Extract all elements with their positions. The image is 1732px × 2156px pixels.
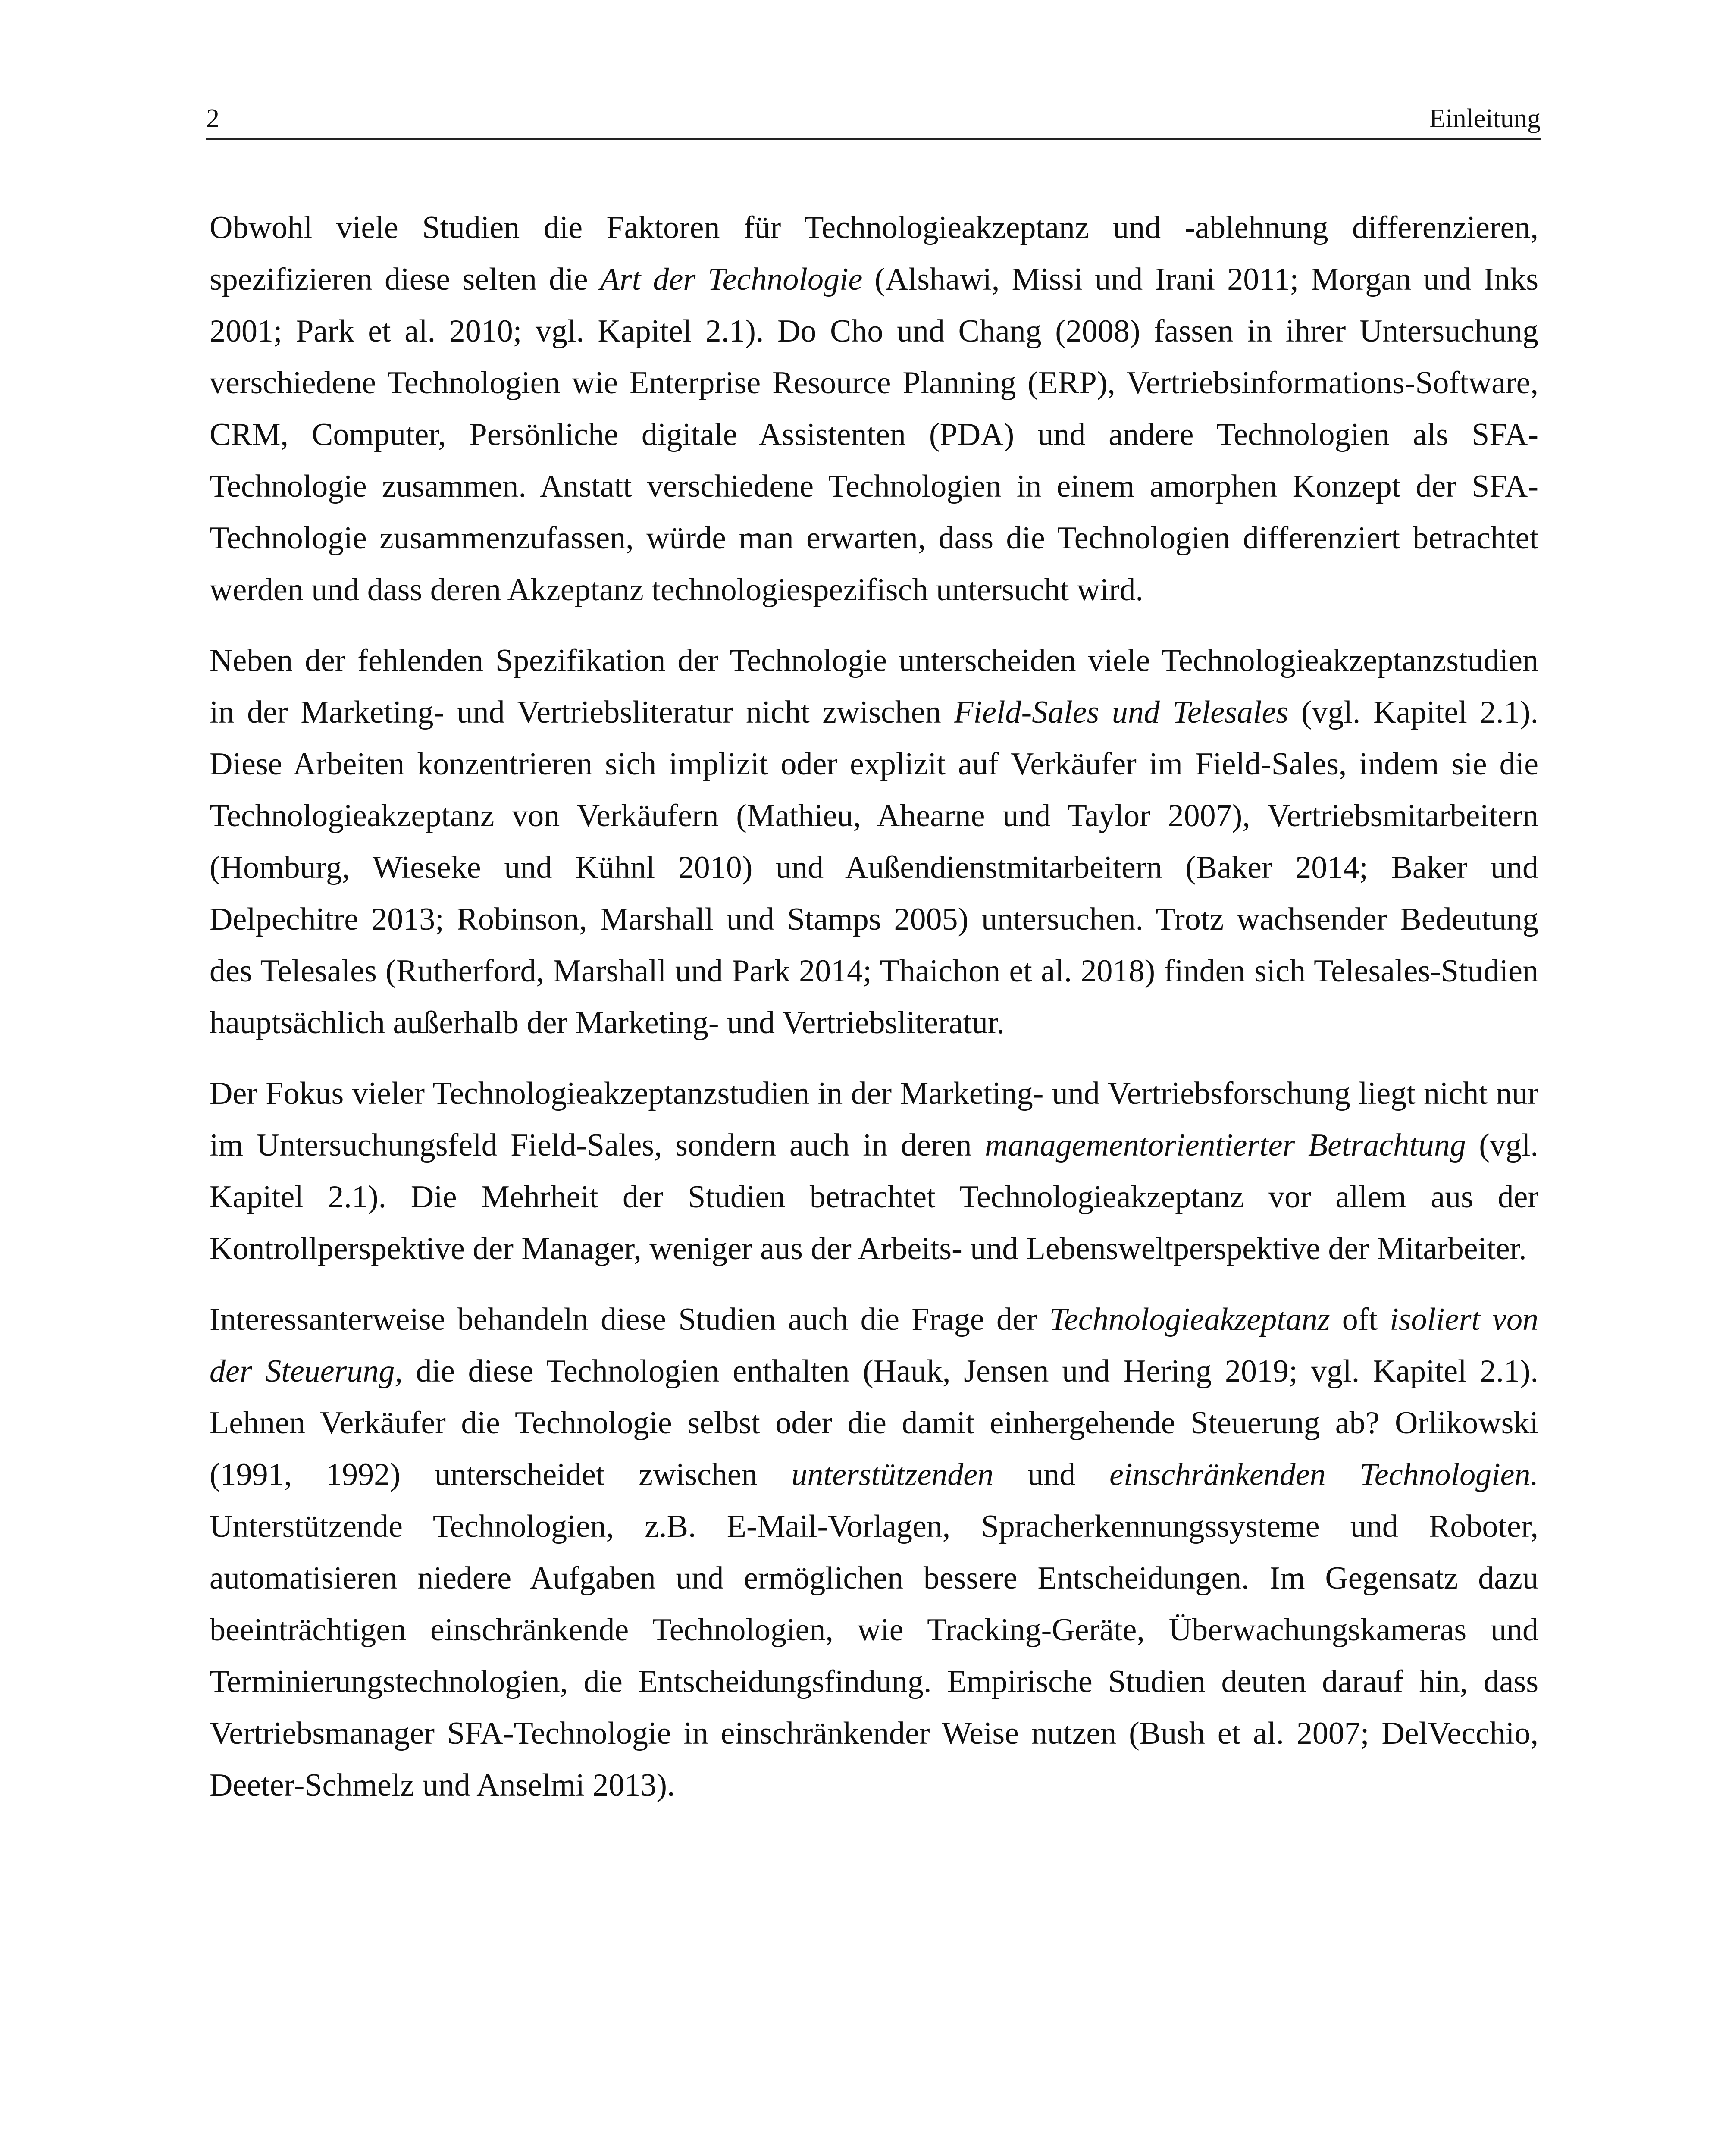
- italic-text: unterstützenden: [791, 1457, 994, 1492]
- page-header: [206, 98, 1541, 140]
- italic-text: Field-Sales und Telesales: [954, 695, 1289, 730]
- body-text: [210, 202, 1538, 1830]
- paragraph: [210, 1068, 1538, 1275]
- page-number: 2: [206, 104, 219, 133]
- text-run: und: [993, 1457, 1110, 1492]
- paragraph: [210, 635, 1538, 1049]
- text-run: Neben der fehlenden Spezifikation der Technologie unterscheiden viele Technologieakzeptanzstudien in der Marketing- und Vertriebsliteratur nicht zwischen: [210, 643, 1538, 730]
- italic-text: einschränkenden Technologien.: [1109, 1457, 1538, 1492]
- text-run: oft: [1330, 1302, 1390, 1337]
- italic-text: managementorientierter Betrachtung: [985, 1128, 1466, 1163]
- text-run: Interessanterweise behandeln diese Studien auch die Frage der: [210, 1302, 1049, 1337]
- text-run: Obwohl viele Studien die Faktoren für Technologieakzeptanz und -ablehnung differenzieren, spezifizieren diese selten die: [210, 210, 1538, 297]
- italic-text: Art der Technologie: [600, 262, 863, 297]
- paragraph: [210, 202, 1538, 616]
- running-title: Einleitung: [1429, 104, 1541, 133]
- text-run: (Alshawi, Missi und Irani 2011; Morgan und Inks 2001; Park et al. 2010; vgl. Kapitel 2.1). Do Cho und Chang (2008) fassen in ihrer Untersuchung verschiedene Technologien wie Enterprise Resource Planning (ERP), Vertriebsinformations-Software, CRM, Computer, Persönliche digitale Assistenten (PDA) und andere Technologien als SFA-Technologie zusammen. Anstatt verschiedene Technologien in einem amorphen Konzept der SFA-Technologie zusammenzufassen, würde man erwarten, dass die Technologien differenziert betrachtet werden und dass deren Akzeptanz technologiespezifisch untersucht wird.: [210, 262, 1539, 608]
- text-run: (vgl. Kapitel 2.1). Die Mehrheit der Studien betrachtet Technologieakzeptanz vor allem aus der Kontrollperspektive der Manager, weniger aus der Arbeits- und Lebensweltperspektive der Mitarbeiter.: [210, 1128, 1538, 1266]
- italic-text: Technologieakzeptanz: [1049, 1302, 1330, 1337]
- paragraph: [210, 1294, 1538, 1811]
- text-run: Der Fokus vieler Technologieakzeptanzstudien in der Marketing- und Vertriebsforschung liegt nicht nur im Untersuchungsfeld Field-Sales, sondern auch in deren: [210, 1076, 1538, 1163]
- text-run: die diese Technologien enthalten (Hauk, Jensen und Hering 2019; vgl. Kapitel 2.1). Lehnen Verkäufer die Technologie selbst oder die damit einhergehende Steuerung ab? Orlikowski (1991, 1992) unterscheidet zwischen: [210, 1354, 1538, 1492]
- text-run: (vgl. Kapitel 2.1). Diese Arbeiten konzentrieren sich implizit oder explizit auf Verkäufer im Field-Sales, indem sie die Technologieakzeptanz von Verkäufern (Mathieu, Ahearne und Taylor 2007), Vertriebsmitarbeitern (Homburg, Wieseke und Kühnl 2010) und Außendienstmitarbeitern (Baker 2014; Baker und Delpechitre 2013; Robinson, Marshall und Stamps 2005) untersuchen. Trotz wachsender Bedeutung des Telesales (Rutherford, Marshall und Park 2014; Thaichon et al. 2018) finden sich Telesales-Studien hauptsächlich außerhalb der Marketing- und Vertriebsliteratur.: [210, 695, 1539, 1040]
- italic-text: isoliert von der Steuerung,: [210, 1302, 1539, 1389]
- text-run: Unterstützende Technologien, z.B. E-Mail-Vorlagen, Spracherkennungssysteme und Roboter, automatisieren niedere Aufgaben und ermöglichen bessere Entscheidungen. Im Gegensatz dazu beeinträchtigen einschränkende Technologien, wie Tracking-Geräte, Überwachungskameras und Terminierungstechnologien, die Entscheidungsfindung. Empirische Studien deuten darauf hin, dass Vertriebsmanager SFA-Technologie in einschränkender Weise nutzen (Bush et al. 2007; DelVecchio, Deeter-Schmelz und Anselmi 2013).: [210, 1509, 1538, 1803]
